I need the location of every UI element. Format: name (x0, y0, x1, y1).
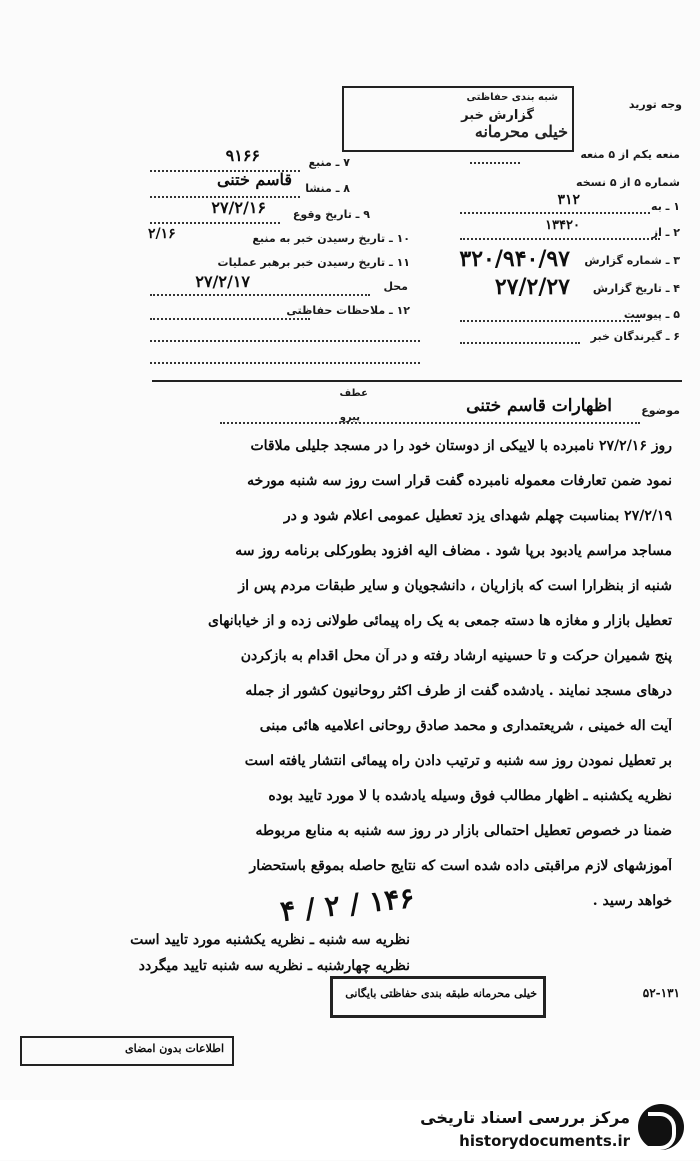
subject-label: موضوع (641, 404, 680, 417)
wednesday-note: نظریه چهارشنبه ـ نظریه سه شنبه تایید میگردد (138, 958, 410, 974)
report-date-label: ۴ ـ تاریخ گزارش (592, 282, 680, 295)
subject-value: اظهارات قاسم ختنی (466, 396, 612, 416)
body-line: پنج شمیران حرکت و تا حسینیه ارشاد رفته و در آن محل اقدام به بازکردن (240, 648, 672, 664)
body-line: روز ۲۷/۲/۱۶ نامبرده با لاییکی از دوستان خود را در مسجد جلیلی ملاقات (250, 438, 672, 454)
event-date-label: ۹ ـ تاریخ وقوع (292, 208, 370, 221)
source-label: ۷ ـ منبع (308, 156, 350, 169)
body-line: شنبه از بنظرارا است که بازاریان ، دانشجویان و سایر طبقات مردم پس از (238, 578, 672, 594)
org-logo-icon (638, 1104, 684, 1150)
recipients-label: ۶ ـ گیرندگان خبر (590, 330, 680, 343)
body-line: ۲۷/۲/۱۹ بمناسبت چهلم شهدای یزد تعطیل عمومی اعلام شود و در (283, 508, 672, 524)
report-number-value: ۳۲۰/۹۴۰/۹۷ (459, 246, 570, 272)
bottom-classification-stamp (330, 976, 546, 1018)
classification-stamp (342, 86, 574, 152)
report-date-value: ۲۷/۲/۲۷ (494, 274, 570, 300)
body-line: نمود ضمن تعارفات معموله نامبرده گفت قرار است روز سه شنبه مورخه (247, 473, 672, 489)
body-line: درهای مسجد نمایند . یادشده گفت از طرف اکثر روحانیون کشور از جمله (245, 683, 672, 699)
stamp-subtitle: گزارش خبر (461, 108, 534, 123)
page-count-line: منعه یکم از ۵ منعه (580, 148, 680, 161)
body-line: مساجد مراسم یادبود برپا شود . مضاف الیه افزود بطورکلی برنامه روز سه (235, 543, 672, 559)
event-date-value: ۲۷/۲/۱۶ (211, 198, 266, 217)
body-line: بر تعطیل نمودن روز سه شنبه و ترتیب دادن راه پیمائی انتشار یافته است (244, 753, 672, 769)
subject-follow-label: پیرو (339, 412, 360, 423)
footer-banner (0, 1100, 700, 1160)
body-line: آیت اله خمینی ، شریعتمداری و محمد صادق روحانی اعلامیه هائی مبنی (259, 718, 672, 734)
archive-stamp-text: اطلاعات بدون امضای (125, 1042, 224, 1055)
ops-received-date-label: ۱۱ ـ تاریخ رسیدن خبر برهبر عملیات (217, 256, 410, 269)
body-line: تعطیل بازار و مغازه ها دسته جمعی به یک راه پیمائی طولانی زده و از خیابانهای (208, 613, 672, 629)
source-received-date-label: ۱۰ ـ تاریخ رسیدن خبر به منبع (252, 232, 410, 245)
origin-value: قاسم ختنی (216, 170, 292, 189)
to-value: ۳۱۲ (557, 192, 580, 208)
form-code: ۵۲-۱۳۱ (642, 986, 680, 1000)
attachment-label: ۵ ـ پیوست (623, 308, 680, 321)
body-line: ضمنا در خصوص تعطیل احتمالی بازار در روز سه شنبه به منابع مربوطه (255, 823, 672, 839)
archive-stamp (20, 1036, 234, 1066)
from-label: ۲ ـ از (651, 226, 680, 239)
subject-ref-label: عطف (339, 388, 368, 399)
origin-label: ۸ ـ منشا (305, 182, 350, 195)
ops-received-date-value: ۲۷/۲/۱۷ (195, 272, 250, 291)
stamp-handwritten: خیلی محرمانه (474, 122, 568, 141)
security-notes-label: ۱۲ ـ ملاحظات حفاظتی (286, 304, 410, 317)
bottom-stamp-text: خیلی محرمانه طبقه بندی حفاظتی بایگانی (345, 987, 537, 1000)
source-value: ۹۱۶۶ (225, 146, 260, 165)
report-number-label: ۳ ـ شماره گزارش (584, 254, 680, 267)
from-value: ۱۳۴۲۰ (545, 218, 580, 233)
org-name: مرکز بررسی اسناد تاریخی (420, 1108, 630, 1127)
tuesday-note: نظریه سه شنبه ـ نظریه یکشنبه مورد تایید است (130, 932, 410, 948)
body-line: آموزشهای لازم مراقبتی داده شده است که نتایج حاصله بموقع باستحضار (249, 858, 672, 874)
header-divider (152, 380, 682, 382)
stamp-title: شبه بندی حفاظتی (466, 92, 558, 103)
body-line: نظریه یکشنبه ـ اظهار مطالب فوق وسیله یادشده با لا مورد تایید بوده (268, 788, 672, 804)
handwritten-date: ۴ / ۲ / ۱۴۶ (278, 881, 416, 928)
body-line: خواهد رسید . (592, 893, 672, 909)
source-received-date-value: ۲/۱۶ (148, 226, 176, 242)
org-url: historydocuments.ir (459, 1132, 630, 1150)
to-label: ۱ ـ به (651, 200, 680, 213)
copy-count-line: شماره ۵ از ۵ نسخه (576, 176, 680, 189)
place-label: محل (383, 280, 408, 293)
classification-label: وجه تورید (628, 98, 682, 111)
